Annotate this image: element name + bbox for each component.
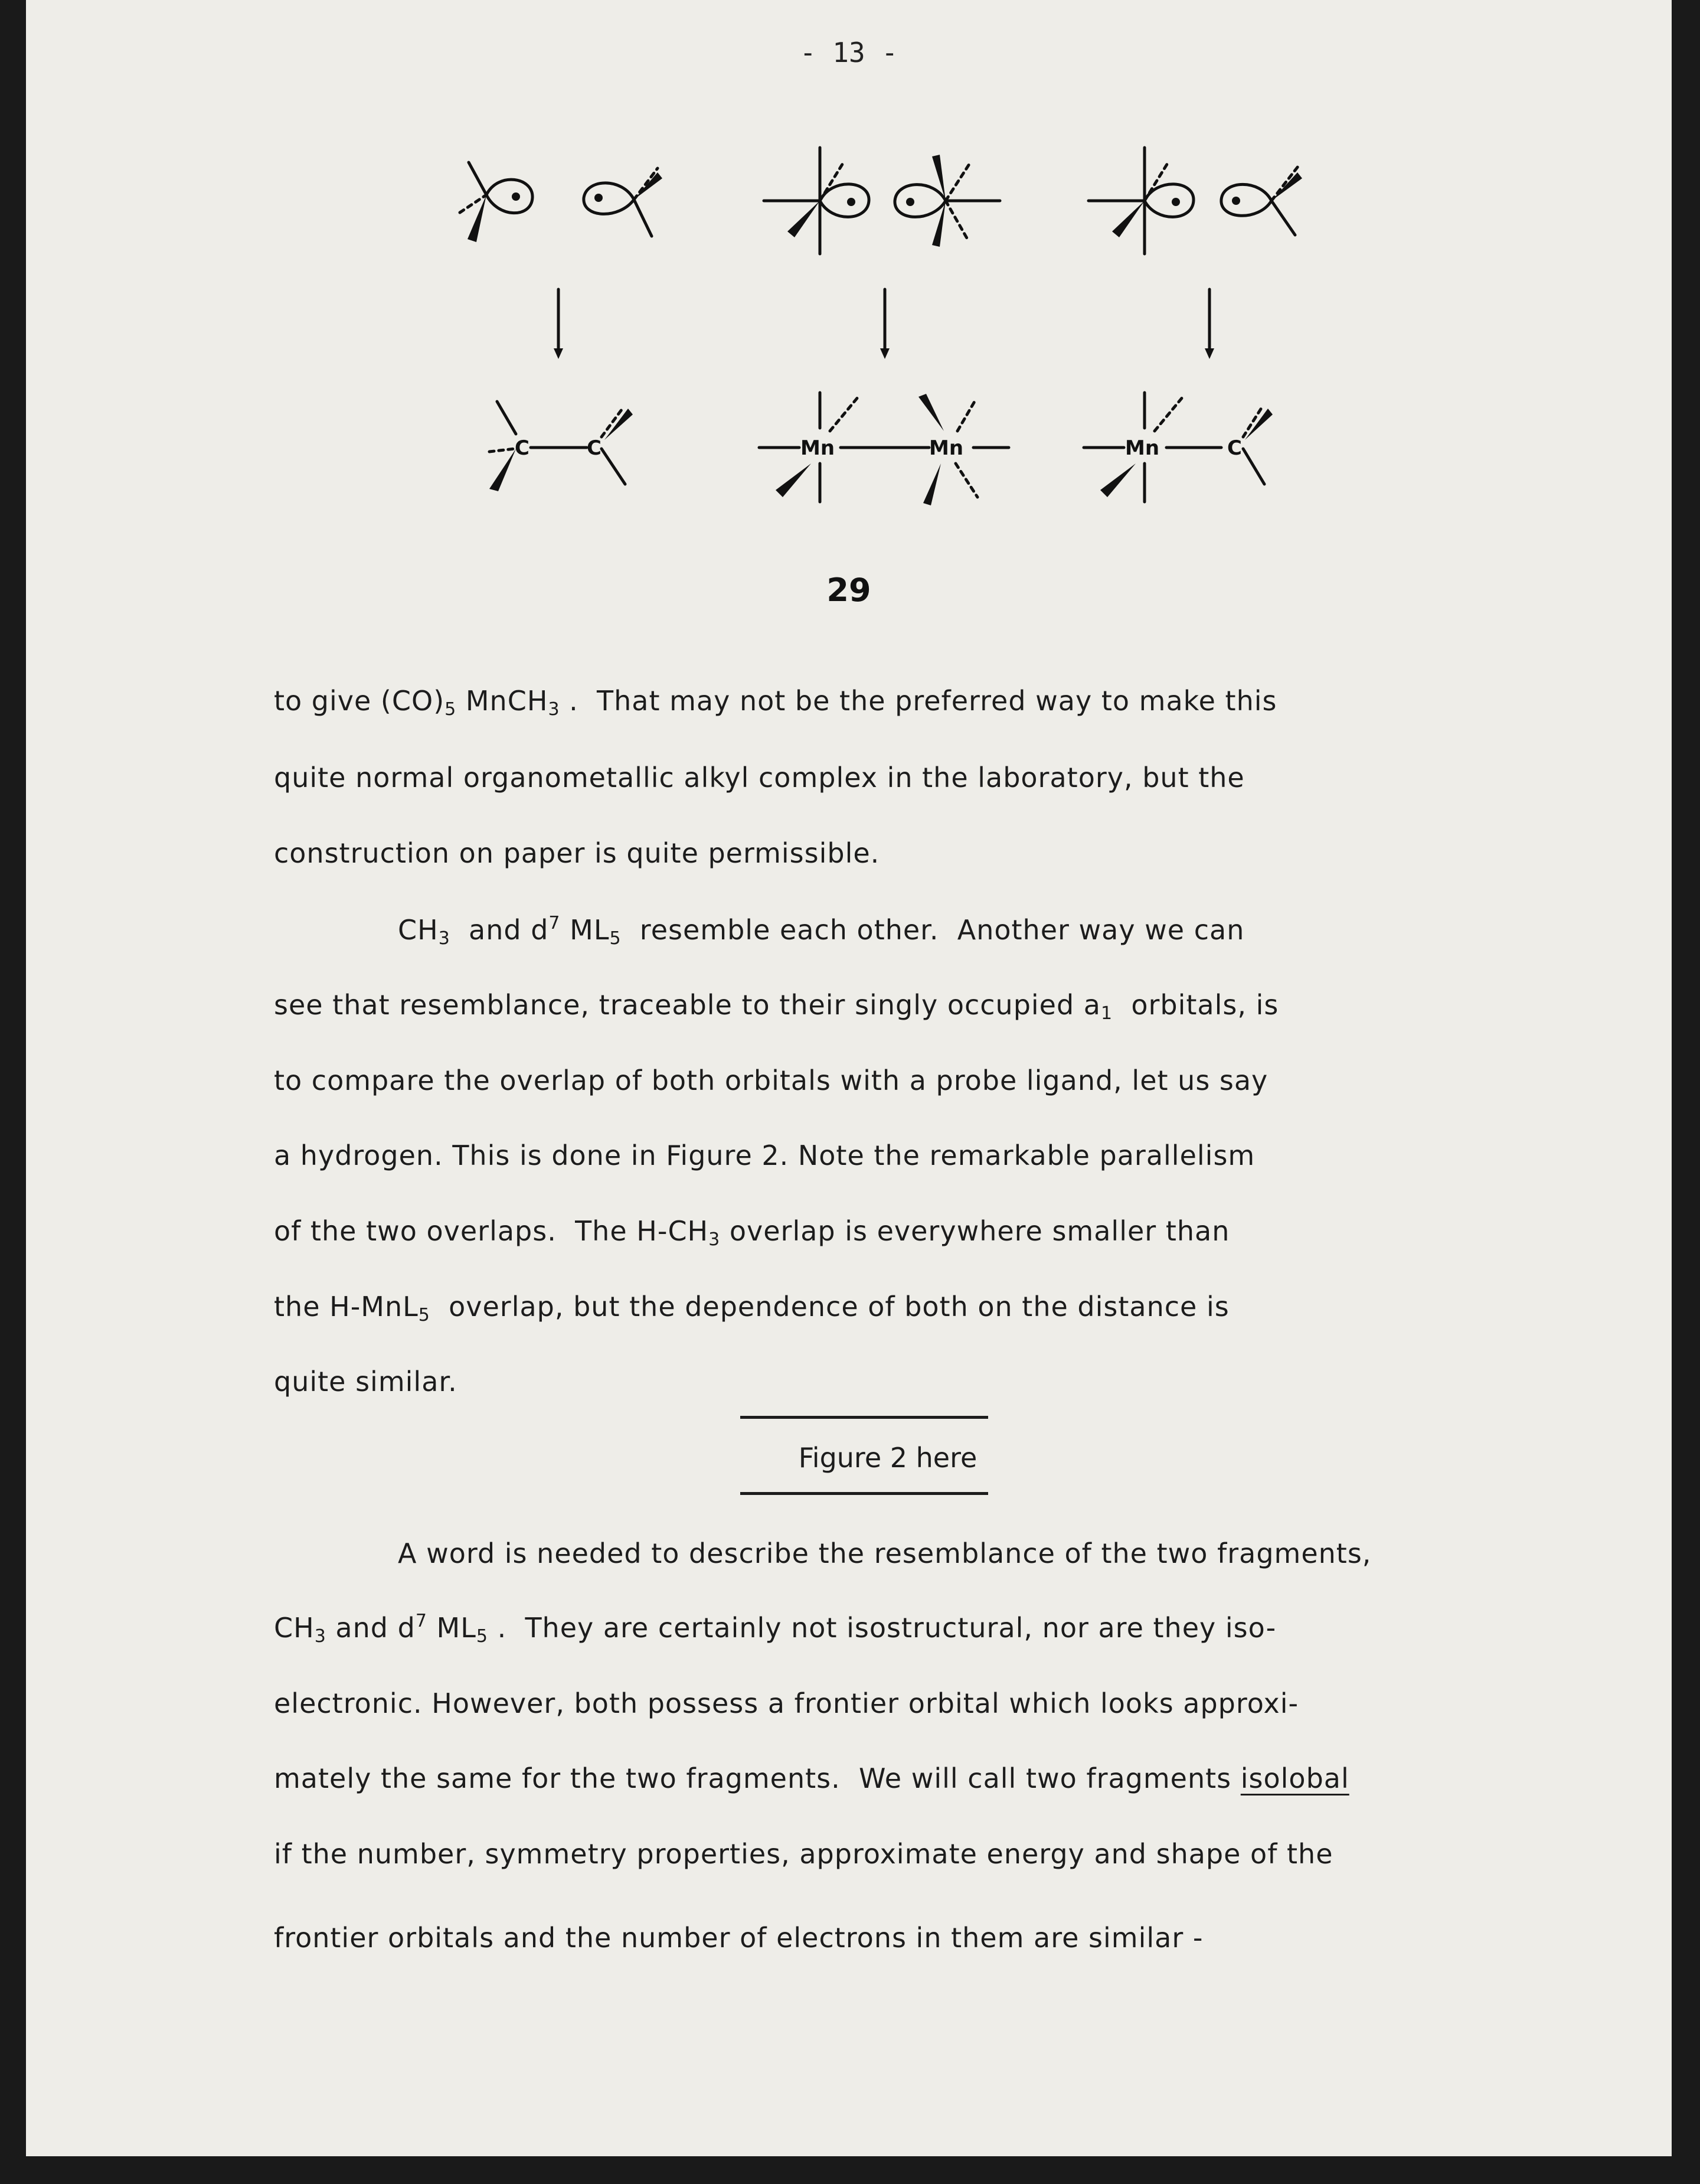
paragraph3-line5: if the number, symmetry properties, approximate energy and shape of the: [274, 1838, 1333, 1870]
paragraph2-line3: to compare the overlap of both orbitals with a probe ligand, let us say: [274, 1065, 1269, 1096]
ethane-product: [489, 401, 633, 491]
document-page: [26, 0, 1672, 2156]
paragraph2-line1: $CH_3$ and $d^7$ $ML_5$ resemble each other. Another way we can: [398, 913, 1245, 949]
dimanganese-product: [759, 393, 1009, 505]
paragraph2-line6: the H-MnL$_5$ overlap, but the dependence of both on the distance is: [274, 1291, 1230, 1326]
paragraph3-line3: electronic. However, both possess a frontier orbital which looks approxi-: [274, 1687, 1299, 1719]
isolobal-term: isolobal: [1240, 1762, 1349, 1794]
manganese-label-2: Mn: [929, 436, 964, 460]
mnl5-fragment-third: [1088, 148, 1194, 254]
paragraph3-line4: mately the same for the two fragments. We will call two fragments isolobal: [274, 1762, 1349, 1794]
paragraph3-line2: $CH_3$ and $d^7$ $ML_5$ . They are certainly not isostructural, nor are they iso-: [274, 1611, 1277, 1647]
paragraph3-line1: A word is needed to describe the resemblance of the two fragments,: [398, 1537, 1372, 1569]
paragraph2-line5: of the two overlaps. The $H-CH_3$ overlap is everywhere smaller than: [274, 1215, 1230, 1250]
mnl5-fragment-left: [764, 148, 869, 254]
carbon-label-third: C: [1227, 436, 1242, 460]
placeholder-bottom-rule: [740, 1492, 988, 1495]
paragraph3-line6: frontier orbitals and the number of electrons in them are similar -: [274, 1922, 1204, 1954]
manganese-label-3: Mn: [1125, 436, 1160, 460]
page-number: - 13 -: [799, 37, 898, 68]
reaction-arrow-2: [880, 289, 890, 359]
methylmanganese-product: [1084, 393, 1273, 502]
carbon-label-left: C: [515, 436, 529, 460]
placeholder-top-rule: [740, 1416, 988, 1419]
paragraph2-line7: quite similar.: [274, 1366, 457, 1398]
paragraph1-line3: construction on paper is quite permissible.: [274, 837, 880, 869]
paragraph1-line2: quite normal organometallic alkyl complex in the laboratory, but the: [274, 762, 1245, 794]
paragraph2-line4: a hydrogen. This is done in Figure 2. Note the remarkable parallelism: [274, 1140, 1256, 1171]
reaction-arrow-3: [1205, 289, 1214, 359]
ch3-fragment-right: [584, 168, 662, 236]
reaction-arrow-1: [554, 289, 563, 359]
fragment-combination-diagram: [410, 130, 1330, 520]
carbon-label-right: C: [587, 436, 601, 460]
figure-placeholder: Figure 2 here: [798, 1442, 978, 1474]
manganese-label-1: Mn: [800, 436, 835, 460]
ch3-fragment-third: [1221, 167, 1302, 235]
compound-number: 29: [826, 572, 871, 609]
ch3-fragment-left: [460, 162, 532, 242]
paragraph2-line2: see that resemblance, traceable to their singly occupied $a_1$ orbitals, is: [274, 989, 1279, 1024]
mnl5-fragment-right: [895, 155, 1000, 247]
chemical-structure-figure: [410, 130, 1330, 522]
paragraph1-line1: to give $(CO)_5$ MnCH$_3$ . That may not be the preferred way to make this: [274, 685, 1277, 720]
